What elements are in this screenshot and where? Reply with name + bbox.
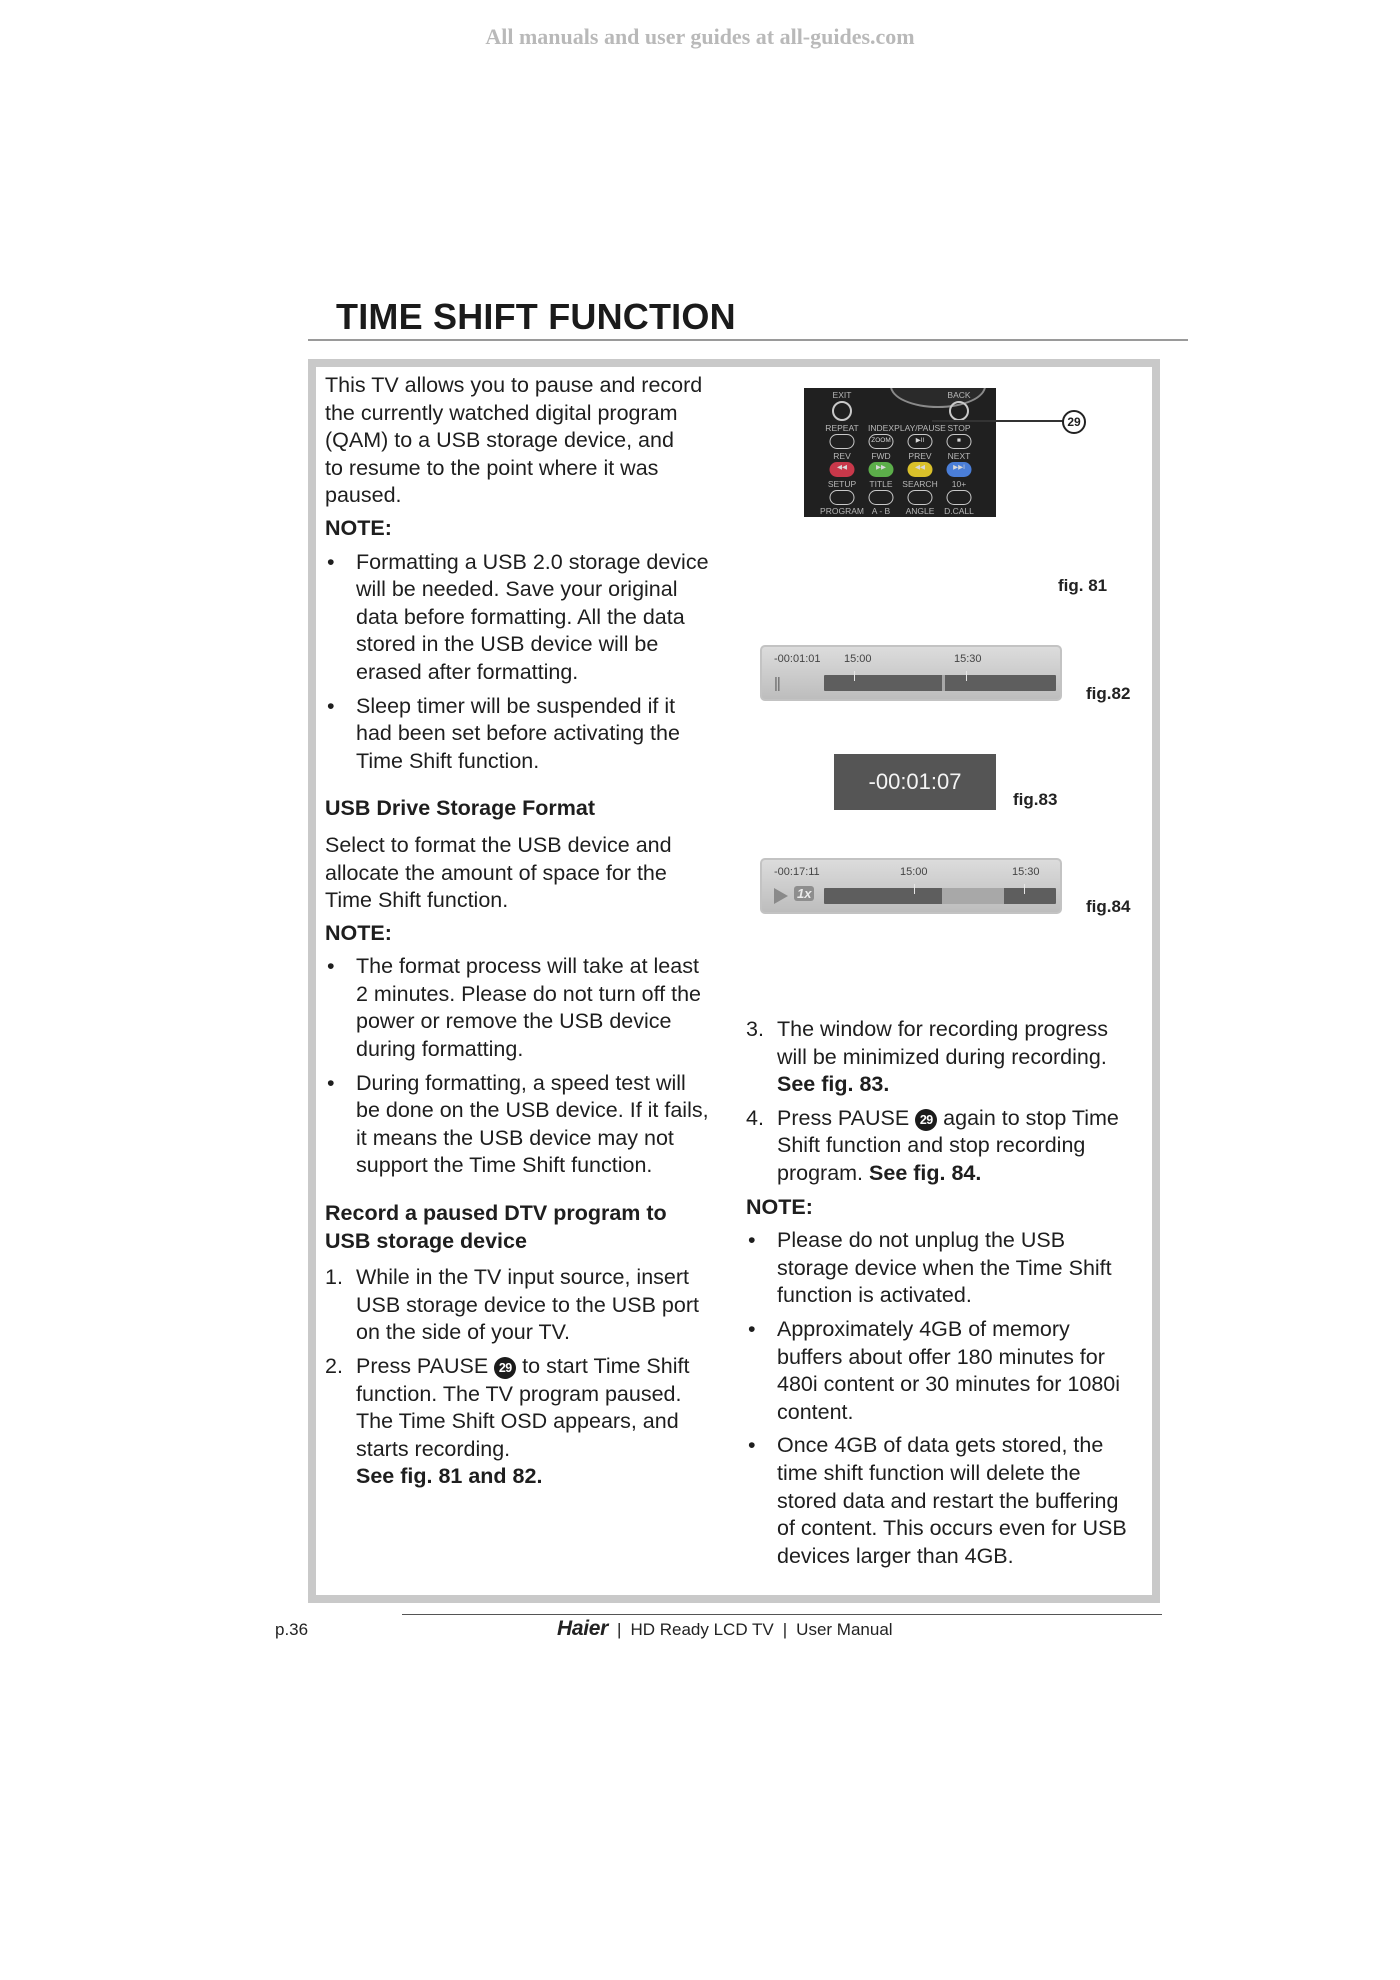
index-label: INDEX — [868, 423, 894, 433]
note-list — [325, 549, 725, 776]
back-label: BACK — [947, 390, 971, 400]
pause-button-badge: 29 — [915, 1109, 937, 1131]
next-button-icon: ▶▶I — [947, 462, 972, 477]
buffered-segment — [942, 888, 1004, 904]
tick-mark — [1024, 884, 1025, 894]
list-item: • Sleep timer will be suspended if it had been set before activating the Time Shift function. — [325, 693, 725, 776]
right-column — [746, 1016, 1146, 1576]
time-marker-end: 15:30 — [1012, 866, 1040, 878]
product-name: HD Ready LCD TV — [630, 1620, 774, 1639]
ab-label: A - B — [871, 506, 891, 516]
program-label: PROGRAM — [820, 506, 864, 516]
list-item: 4. Press PAUSE 29 again to stop Time Shift function and stop recording program. See fig. 84. — [746, 1105, 1119, 1185]
play-icon — [774, 888, 788, 904]
list-item: • Please do not unplug the USB storage device when the Time Shift function is activated. — [746, 1227, 1146, 1310]
dpad-icon — [890, 388, 986, 408]
repeat-button-icon — [830, 434, 855, 449]
angle-label: ANGLE — [905, 506, 935, 516]
pause-button-badge: 29 — [494, 1357, 516, 1379]
play-pause-label: PLAY/PAUSE — [894, 423, 946, 433]
callout-badge: 29 — [1062, 410, 1086, 434]
steps-list — [325, 1264, 725, 1491]
list-item: 1. While in the TV input source, insert USB storage device to the USB port on the side of your TV. — [325, 1265, 699, 1345]
repeat-label: REPEAT — [825, 423, 859, 433]
fig82-label: fig.82 — [1086, 684, 1131, 703]
fwd-label: FWD — [871, 451, 891, 461]
brand-logo: Haier — [557, 1617, 609, 1640]
list-item: • Approximately 4GB of memory buffers about offer 180 minutes for 480i content or 30 minutes for 1080i content. — [746, 1316, 1146, 1426]
note-list — [746, 1227, 1146, 1570]
list-item: 2. Press PAUSE 29 to start Time Shift function. The TV program paused. The Time Shift OSD appears, and starts recording. See fig. 81 and 82. — [325, 1354, 690, 1489]
back-button-icon — [949, 401, 969, 421]
tick-mark — [914, 884, 915, 894]
angle-button-icon — [908, 490, 933, 505]
progress-bar — [824, 888, 1056, 904]
ten-plus-label: 10+ — [951, 479, 967, 489]
note-label: NOTE: — [325, 515, 392, 540]
exit-button-icon — [832, 401, 852, 421]
program-button-icon — [830, 490, 855, 505]
list-item: • The format process will take at least 2 minutes. Please do not turn off the power or remove the USB device during formatting. — [325, 953, 725, 1063]
rev-button-icon: ◀◀ — [830, 462, 855, 477]
speed-badge: 1x — [794, 886, 814, 901]
footer: Haier | HD Ready LCD TV | User Manual — [557, 1617, 893, 1640]
dcall-button-icon — [947, 490, 972, 505]
record-heading: Record a paused DTV program to USB storage device — [325, 1201, 667, 1253]
exit-label: EXIT — [832, 390, 852, 400]
footer-divider — [402, 1614, 1162, 1615]
note-list — [325, 953, 725, 1180]
fig84-label: fig.84 — [1086, 897, 1131, 916]
tick-mark — [854, 671, 855, 681]
callout-line — [932, 420, 1064, 422]
note-label: NOTE: — [325, 920, 392, 945]
fig83-label: fig.83 — [1013, 790, 1058, 809]
title-divider — [308, 339, 1188, 341]
elapsed-time: -00:01:01 — [774, 653, 821, 665]
usb-format-text: Select to format the USB device and allocate the amount of space for the Time Shift function. — [325, 832, 672, 913]
stop-label: STOP — [947, 423, 971, 433]
remote-control-figure — [804, 388, 996, 517]
timeshift-osd-paused — [760, 645, 1062, 701]
time-marker-start: 15:00 — [900, 866, 928, 878]
page-title: TIME SHIFT FUNCTION — [336, 296, 736, 337]
prev-label: PREV — [908, 451, 932, 461]
note-label: NOTE: — [746, 1194, 813, 1219]
next-label: NEXT — [947, 451, 971, 461]
zoom-button-icon: ZOOM — [869, 434, 894, 449]
recording-timer-box: -00:01:07 — [834, 754, 996, 810]
ab-button-icon — [869, 490, 894, 505]
time-marker-end: 15:30 — [954, 653, 982, 665]
tick-mark — [966, 671, 967, 681]
page-number: p.36 — [275, 1620, 309, 1639]
prev-button-icon: ◀◀ — [908, 462, 933, 477]
usb-format-heading: USB Drive Storage Format — [325, 796, 596, 821]
search-label: SEARCH — [902, 479, 938, 489]
title-label: TITLE — [869, 479, 893, 489]
time-marker-start: 15:00 — [844, 653, 872, 665]
timeshift-osd-playing — [760, 858, 1062, 914]
list-item: 3. The window for recording progress will be minimized during recording. See fig. 83. — [746, 1017, 1109, 1097]
rev-label: REV — [833, 451, 851, 461]
watermark: All manuals and user guides at all-guides.com — [485, 24, 915, 49]
elapsed-time: -00:17:11 — [774, 866, 820, 878]
progress-bar — [824, 675, 1056, 691]
setup-label: SETUP — [827, 479, 857, 489]
left-column — [325, 372, 725, 1497]
pause-icon: || — [774, 675, 780, 692]
playhead-marker — [942, 675, 945, 691]
dcall-label: D.CALL — [944, 506, 974, 516]
intro-paragraph: This TV allows you to pause and record the currently watched digital program (QAM) to a USB storage device, and to resume to the point where it was paused. — [325, 373, 703, 508]
doc-name: User Manual — [796, 1620, 893, 1639]
list-item: • During formatting, a speed test will be done on the USB device. If it fails, it means the USB device may not support the Time Shift function. — [325, 1070, 725, 1180]
steps-list — [746, 1016, 1146, 1188]
stop-button-icon: ■ — [947, 434, 972, 449]
fig81-label: fig. 81 — [1058, 576, 1108, 595]
fwd-button-icon: ▶▶ — [869, 462, 894, 477]
list-item: • Once 4GB of data gets stored, the time shift function will delete the stored data and restart the buffering of content. This occurs even for USB devices larger than 4GB. — [746, 1432, 1146, 1570]
list-item: • Formatting a USB 2.0 storage device will be needed. Save your original data before formatting. All the data stored in the USB device will be erased after formatting. — [325, 549, 725, 687]
play-pause-button-icon: ▶II — [908, 434, 933, 449]
